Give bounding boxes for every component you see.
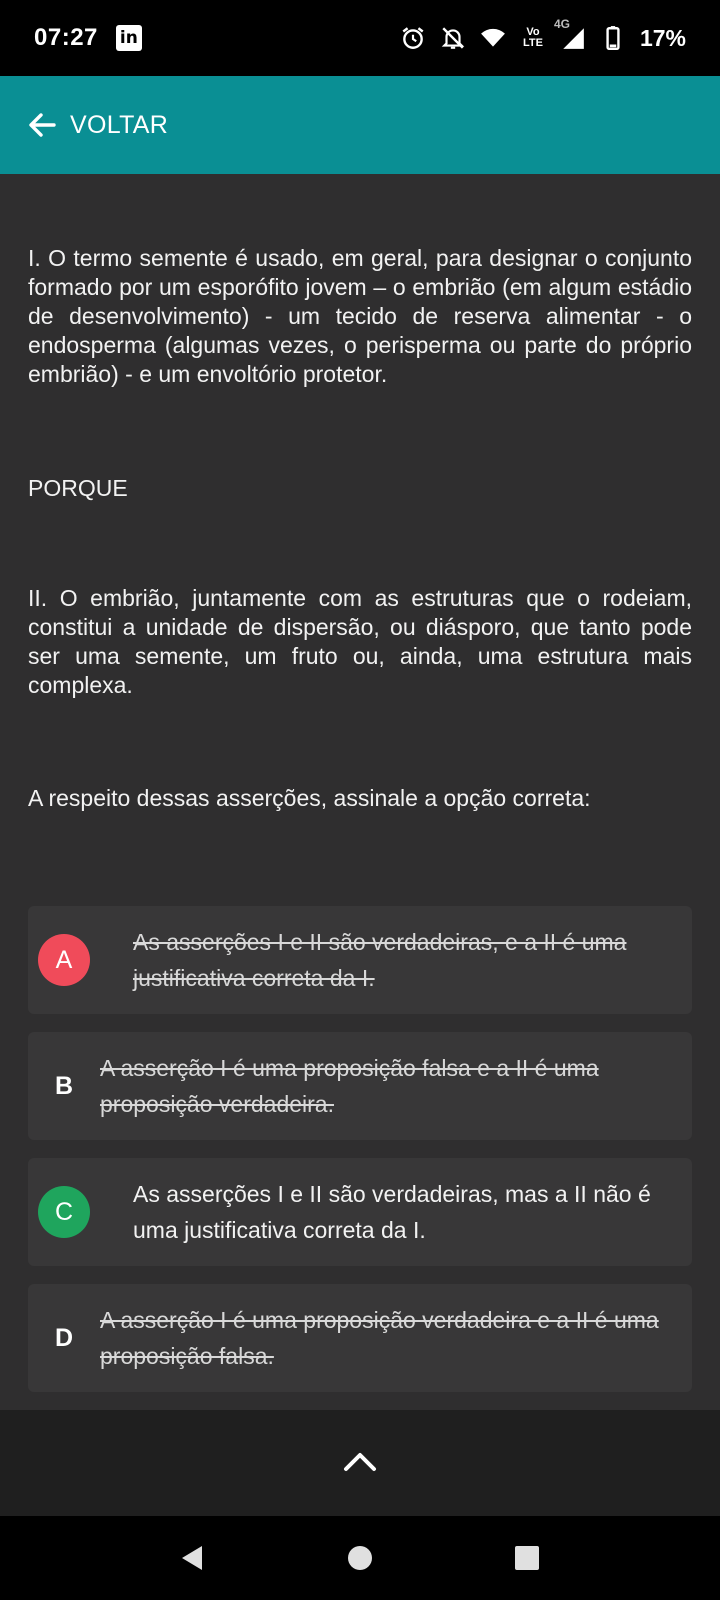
status-icons bbox=[400, 17, 686, 52]
option-text-b: A asserção I é uma proposição falsa e a II é uma proposição verdadeira. bbox=[100, 1055, 599, 1117]
volte-icon: Vo LTE bbox=[522, 26, 543, 49]
nav-recents-icon[interactable] bbox=[507, 1538, 547, 1578]
option-letter-a: A bbox=[38, 934, 90, 986]
option-text-a: As asserções I e II são verdadeiras, e a II é uma justificativa correta da I. bbox=[133, 929, 627, 991]
wifi-icon bbox=[480, 25, 506, 51]
nav-home-icon[interactable] bbox=[340, 1538, 380, 1578]
option-letter-b: B bbox=[54, 1071, 74, 1100]
question-prompt: A respeito dessas asserções, assinale a opção correta: bbox=[28, 785, 591, 811]
status-time: 07:27 bbox=[34, 24, 98, 51]
option-letter-c: C bbox=[38, 1186, 90, 1238]
battery-percent: 17% bbox=[639, 24, 686, 51]
nav-back-icon[interactable] bbox=[173, 1538, 213, 1578]
network-type: 4G bbox=[553, 17, 570, 31]
back-button[interactable] bbox=[0, 76, 720, 174]
alarm-icon bbox=[400, 25, 426, 51]
status-bar bbox=[0, 0, 720, 76]
option-c[interactable] bbox=[28, 1158, 692, 1266]
expand-button[interactable] bbox=[0, 1410, 720, 1516]
option-text-c: As asserções I e II são verdadeiras, mas a II não é uma justificativa correta da I. bbox=[133, 1181, 651, 1243]
connector-text: PORQUE bbox=[28, 475, 128, 501]
system-nav-bar bbox=[0, 1516, 720, 1600]
option-b[interactable] bbox=[28, 1032, 692, 1140]
option-d[interactable] bbox=[28, 1284, 692, 1392]
option-letter-d: D bbox=[54, 1323, 74, 1352]
option-a[interactable] bbox=[28, 906, 692, 1014]
linkedin-icon: in bbox=[116, 25, 142, 51]
assertion-1: I. O termo semente é usado, em geral, para designar o conjunto formado por um esporófito jovem – o embrião (em algum estádio de desenvolvimento) - um tecido de reserva alimentar - o endosperma (algumas vezes, o perisperma ou parte do próprio embrião) - e um envoltório protetor. bbox=[28, 245, 692, 387]
assertion-2: II. O embrião, juntamente com as estruturas que o rodeiam, constitui a unidade de dispersão, ou diásporo, que tanto pode ser uma semente, um fruto ou, ainda, uma estrutura mais complexa. bbox=[28, 585, 692, 698]
notifications-off-icon bbox=[440, 25, 466, 51]
battery-icon bbox=[600, 25, 626, 51]
back-label: VOLTAR bbox=[70, 110, 169, 139]
arrow-left-icon bbox=[24, 107, 60, 143]
chevron-up-icon bbox=[340, 1441, 380, 1486]
option-text-d: A asserção I é uma proposição verdadeira e a II é uma proposição falsa. bbox=[100, 1307, 659, 1369]
signal-icon bbox=[553, 17, 586, 51]
question-content bbox=[0, 174, 720, 1410]
